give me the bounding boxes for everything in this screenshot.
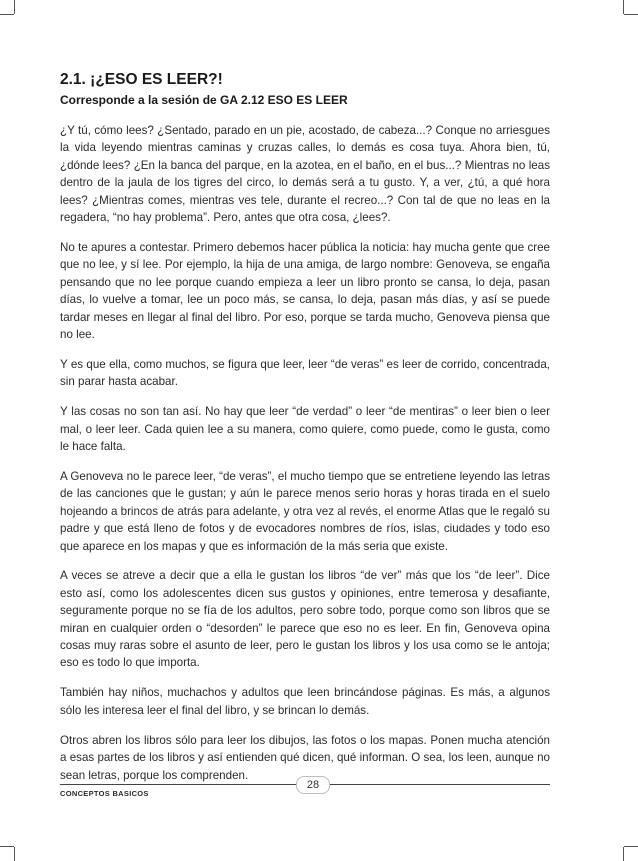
- crop-mark-top-left-h: [0, 14, 14, 15]
- footer-rule-right: [330, 784, 550, 785]
- crop-mark-bottom-right-h: [624, 846, 638, 847]
- section-subtitle: Corresponde a la sesión de GA 2.12 ESO ES LEER: [60, 93, 348, 107]
- crop-mark-bottom-left-h: [0, 846, 14, 847]
- paragraph: A Genoveva no le parece leer, “de veras”, el mucho tiempo que se entretiene leyendo las letras de las canciones que le gustan; y aún le parece menos serio horas y horas tirada en el suelo hojeando a brincos de atrás para adelante, y otra vez al revés, el enorme Atlas que le regaló su padre y que está lleno de fotos y de evocadores nombres de ríos, islas, ciudades y todo eso que aparece en los mapas y que es información de la más seria que existe.: [60, 469, 550, 553]
- footer-label: CONCEPTOS BASICOS: [60, 789, 149, 798]
- section-title: 2.1. ¡¿ESO ES LEER?!: [60, 71, 223, 88]
- paragraph: A veces se atreve a decir que a ella le gustan los libros “de ver” más que los “de leer”. Dice esto así, como los adolescentes dicen sus gustos y opiniones, entre temerosa y desafiante, seguramente porque no se fía de los adultos, pero sobre todo, porque como son libros que se miran en cualquier orden o “desorden” le parece que eso no es leer. En fin, Genoveva opina cosas muy raras sobre el asunto de leer, pero le gustan los libros y los usa como se le antoja; eso es todo lo que importa.: [60, 569, 550, 670]
- paragraph: ¿Y tú, cómo lees? ¿Sentado, parado en un pie, acostado, de cabeza...? Conque no arriesgues la vida leyendo mientras caminas y cruzas calles, lo demás es cosa tuya. Ahora bien, tú, ¿dónde lees? ¿En la banca del parque, en la azotea, en el baño, en el bus...? Mientras no leas dentro de la jaula de los tigres del circo, lo demás será a tu gusto. Y, a ver, ¿tú, a qué hora lees? ¿Mientras comes, mientras ves tele, durante el recreo...? Con tal de que no leas en la regadera, “no hay problema”. Pero, antes que otra cosa, ¿lees?.: [60, 124, 550, 225]
- paragraph: También hay niños, muchachos y adultos que leen brincándose páginas. Es más, a algunos sólo les interesa leer el final del libro, y se brincan lo demás.: [60, 686, 550, 717]
- paragraph: Y las cosas no son tan así. No hay que leer “de verdad” o leer “de mentiras” o leer bien o leer mal, o leer leer. Cada quien lee a su manera, como quiere, como puede, como le gusta, como le hace falta.: [60, 405, 550, 453]
- paragraph: No te apures a contestar. Primero debemos hacer pública la noticia: hay mucha gente que cree que no lee, y sí lee. Por ejemplo, la hija de una amiga, de largo nombre: Genoveva, se engaña pensando que no lee porque cuando empieza a leer un libro pronto se cansa, lo deja, pasan días, lo vuelve a tomar, lee un poco más, se cansa, lo deja, pasan más días, y así se puede tardar meses en llegar al final del libro. Por eso, porque se tarda mucho, Genoveva piensa que no lee.: [60, 240, 550, 341]
- crop-mark-top-right-h: [624, 14, 638, 15]
- page-number: 28: [296, 776, 330, 794]
- paragraph: Otros abren los libros sólo para leer los dibujos, las fotos o los mapas. Ponen mucha atención a esas partes de los libros y así entienden qué dicen, qué informan. O sea, los leen, aunque no sean letras, porque los comprenden.: [60, 733, 550, 782]
- crop-mark-bottom-left-v: [14, 847, 15, 861]
- page-content: [60, 70, 550, 796]
- body-text: [60, 122, 550, 784]
- paragraph: Y es que ella, como muchos, se figura que leer, leer “de veras” es leer de corrido, concentrada, sin parar hasta acabar.: [60, 357, 550, 389]
- crop-mark-top-right-v: [623, 0, 624, 14]
- footer-rule-left: [60, 784, 296, 785]
- crop-mark-top-left-v: [14, 0, 15, 14]
- crop-mark-bottom-right-v: [623, 847, 624, 861]
